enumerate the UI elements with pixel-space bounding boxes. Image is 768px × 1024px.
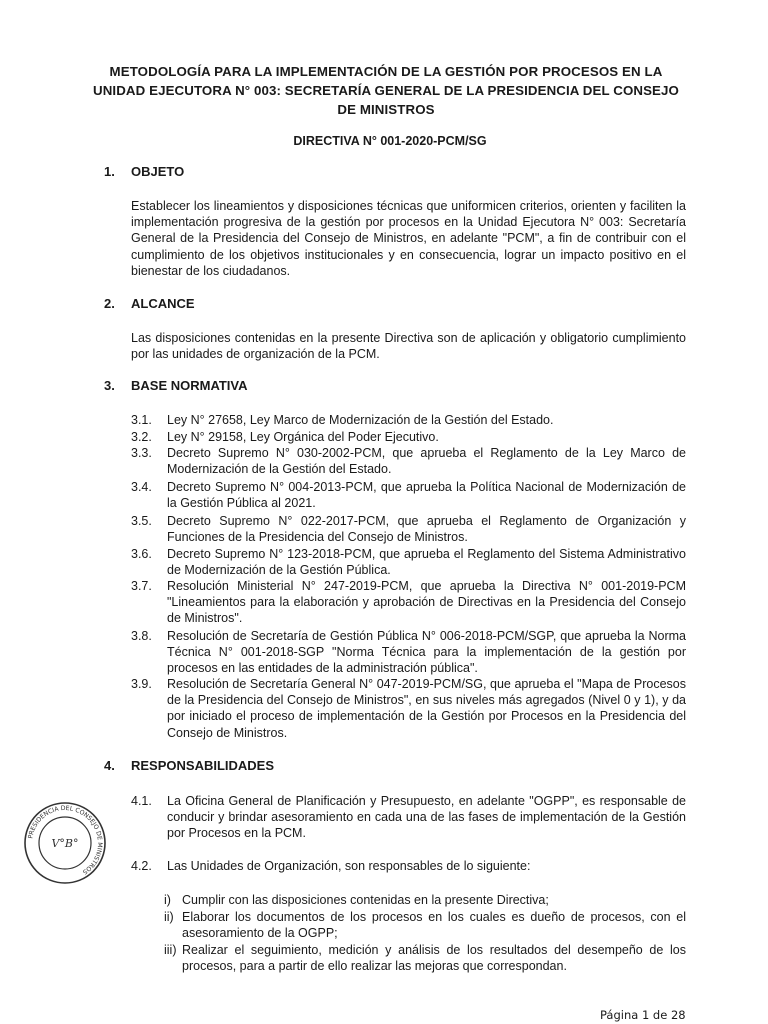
- item-number: 3.7.: [131, 579, 152, 593]
- seal-center-text: V°B°: [51, 837, 79, 850]
- page-number: Página 1 de 28: [600, 1008, 686, 1022]
- item-text: Las Unidades de Organización, son responsables de lo siguiente:: [167, 859, 531, 873]
- section-number: 2.: [104, 296, 115, 311]
- item-number: 3.2.: [131, 430, 152, 444]
- directiva-number: DIRECTIVA N° 001-2020-PCM/SG: [293, 134, 487, 148]
- section-2-heading: [104, 295, 195, 313]
- item-number: iii): [164, 943, 177, 957]
- item-number: 3.3.: [131, 446, 152, 460]
- item-text: Resolución Ministerial N° 247-2019-PCM, que aprueba la Directiva N° 001-2019-PCM "Lineamientos para la elaboración y aprobación de Directivas en la Presidencia del Consejo de Ministros".: [167, 579, 686, 626]
- item-text: La Oficina General de Planificación y Presupuesto, en adelante "OGPP", es responsable de conducir y brindar asesoramiento en cada una de las fases de implementación de la Gestión por Procesos en la PCM.: [167, 794, 686, 841]
- item-number: 3.4.: [131, 480, 152, 494]
- section-1-heading: [104, 163, 184, 181]
- item-text: Resolución de Secretaría de Gestión Pública N° 006-2018-PCM/SGP, que aprueba la Norma Técnica N° 001-2018-SGP "Norma Técnica para la implementación de la gestión por procesos en las entidades de la administración pública".: [167, 629, 686, 676]
- section-4-heading: [104, 757, 274, 775]
- item-number: ii): [164, 910, 174, 924]
- section-title: BASE NORMATIVA: [131, 378, 248, 393]
- document-title: [70, 62, 702, 119]
- item-text: Cumplir con las disposiciones contenidas en la presente Directiva;: [182, 893, 549, 907]
- item-text: Ley N° 27658, Ley Marco de Modernización de la Gestión del Estado.: [167, 413, 554, 427]
- item-number: 4.2.: [131, 859, 152, 873]
- section-number: 4.: [104, 758, 115, 773]
- seal-ring-text: PRESIDENCIA DEL CONSEJO DE MINISTROS: [27, 804, 104, 876]
- item-number: i): [164, 893, 171, 907]
- section-title: RESPONSABILIDADES: [131, 758, 275, 773]
- item-text: Decreto Supremo N° 022-2017-PCM, que aprueba el Reglamento de Organización y Funciones de la Presidencia del Consejo de Ministros.: [167, 514, 686, 545]
- title-line-3: DE MINISTROS: [337, 102, 435, 117]
- item-number: 3.8.: [131, 629, 152, 643]
- section-title: OBJETO: [131, 164, 185, 179]
- item-number: 3.1.: [131, 413, 152, 427]
- section-1-text: Establecer los lineamientos y disposiciones técnicas que uniformicen criterios, orienten y faciliten la implementación progresiva de la gestión por procesos en la Unidad Ejecutora N° 003: Secretaría General de la Presidencia del Consejo de Ministros, en adelante "PCM", a fin de contribuir con el cumplimiento de los objetivos institucionales y en consecuencia, lograr un impacto positivo en el bienestar de los ciudadanos.: [131, 199, 686, 278]
- item-text: Ley N° 29158, Ley Orgánica del Poder Ejecutivo.: [167, 430, 439, 444]
- official-seal-stamp: [22, 800, 108, 886]
- title-line-1: METODOLOGÍA PARA LA IMPLEMENTACIÓN DE LA GESTIÓN POR PROCESOS EN LA: [109, 64, 663, 79]
- section-title: ALCANCE: [131, 296, 195, 311]
- item-text: Decreto Supremo N° 004-2013-PCM, que aprueba la Política Nacional de Modernización de la Gestión Pública al 2021.: [167, 480, 686, 511]
- item-text: Resolución de Secretaría General N° 047-2019-PCM/SG, que aprueba el "Mapa de Procesos de la Presidencia del Consejo de Ministros", en sus niveles más agregados (Nivel 0 y 1), y da por iniciado el proceso de implementación de la Gestión por Procesos en la Presidencia del Consejo de Ministros.: [167, 677, 686, 740]
- item-number: 3.5.: [131, 514, 152, 528]
- title-line-2: UNIDAD EJECUTORA N° 003: SECRETARÍA GENERAL DE LA PRESIDENCIA DEL CONSEJO: [93, 83, 679, 98]
- section-2-text: Las disposiciones contenidas en la presente Directiva son de aplicación y obligatorio cumplimiento por las unidades de organización de la PCM.: [131, 331, 686, 362]
- item-text: Elaborar los documentos de los procesos en los cuales es dueño de procesos, con el asesoramiento de la OGPP;: [182, 910, 686, 941]
- item-number: 3.6.: [131, 547, 152, 561]
- section-number: 1.: [104, 164, 115, 179]
- item-number: 4.1.: [131, 794, 152, 808]
- section-number: 3.: [104, 378, 115, 393]
- item-text: Decreto Supremo N° 030-2002-PCM, que aprueba el Reglamento de la Ley Marco de Modernización de la Gestión del Estado.: [167, 446, 686, 477]
- item-text: Realizar el seguimiento, medición y análisis de los resultados del desempeño de los procesos, para a partir de ello realizar las mejoras que correspondan.: [182, 943, 686, 974]
- section-3-heading: [104, 377, 248, 395]
- item-number: 3.9.: [131, 677, 152, 691]
- item-text: Decreto Supremo N° 123-2018-PCM, que aprueba el Reglamento del Sistema Administrativo de Modernización de la Gestión Pública.: [167, 547, 686, 578]
